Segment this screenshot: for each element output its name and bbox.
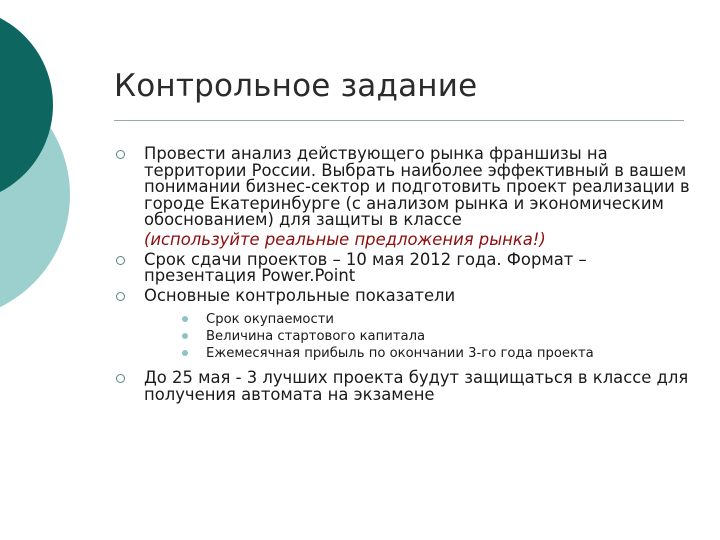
decorative-circles [0, 0, 130, 330]
slide-title: Контрольное задание [114, 68, 478, 104]
bullet-text: Провести анализ действующего рынка франшизы на территории России. Выбрать наиболее эффективный в вашем понимании бизнес-сектор и подготовить проект реализации в городе Екатеринбурге (с анализом рынка и экономическим обоснованием) для защиты в классе [144, 144, 690, 230]
list-item [112, 285, 690, 363]
dot-bullet-icon [182, 333, 188, 339]
title-divider [114, 120, 684, 121]
list-item [112, 146, 690, 249]
bullet-list [112, 146, 690, 404]
bullet-text: Основные контрольные показатели [144, 285, 456, 305]
sub-list-item [144, 345, 690, 362]
dot-bullet-icon [182, 350, 188, 356]
ring-bullet-icon [116, 374, 125, 383]
emphasis-text: (используйте реальные предложения рынка!) [144, 229, 546, 249]
ring-bullet-icon [116, 256, 125, 265]
slide-content [112, 146, 690, 407]
sub-bullet-list [144, 311, 690, 362]
sub-bullet-text: Величина стартового капитала [206, 329, 426, 345]
list-item [112, 249, 690, 286]
dot-bullet-icon [182, 316, 188, 322]
sub-list-item [144, 311, 690, 328]
sub-bullet-text: Ежемесячная прибыль по окончании 3-го года проекта [206, 346, 594, 362]
bullet-text: До 25 мая - 3 лучших проекта будут защищаться в классе для получения автомата на экзамене [144, 368, 689, 404]
list-item [112, 370, 690, 403]
sub-list-item [144, 328, 690, 345]
bullet-text: Срок сдачи проектов – 10 мая 2012 года. Формат – презентация Power.Point [144, 249, 587, 286]
ring-bullet-icon [116, 150, 125, 159]
sub-bullet-text: Срок окупаемости [206, 312, 334, 328]
ring-bullet-icon [116, 292, 125, 301]
